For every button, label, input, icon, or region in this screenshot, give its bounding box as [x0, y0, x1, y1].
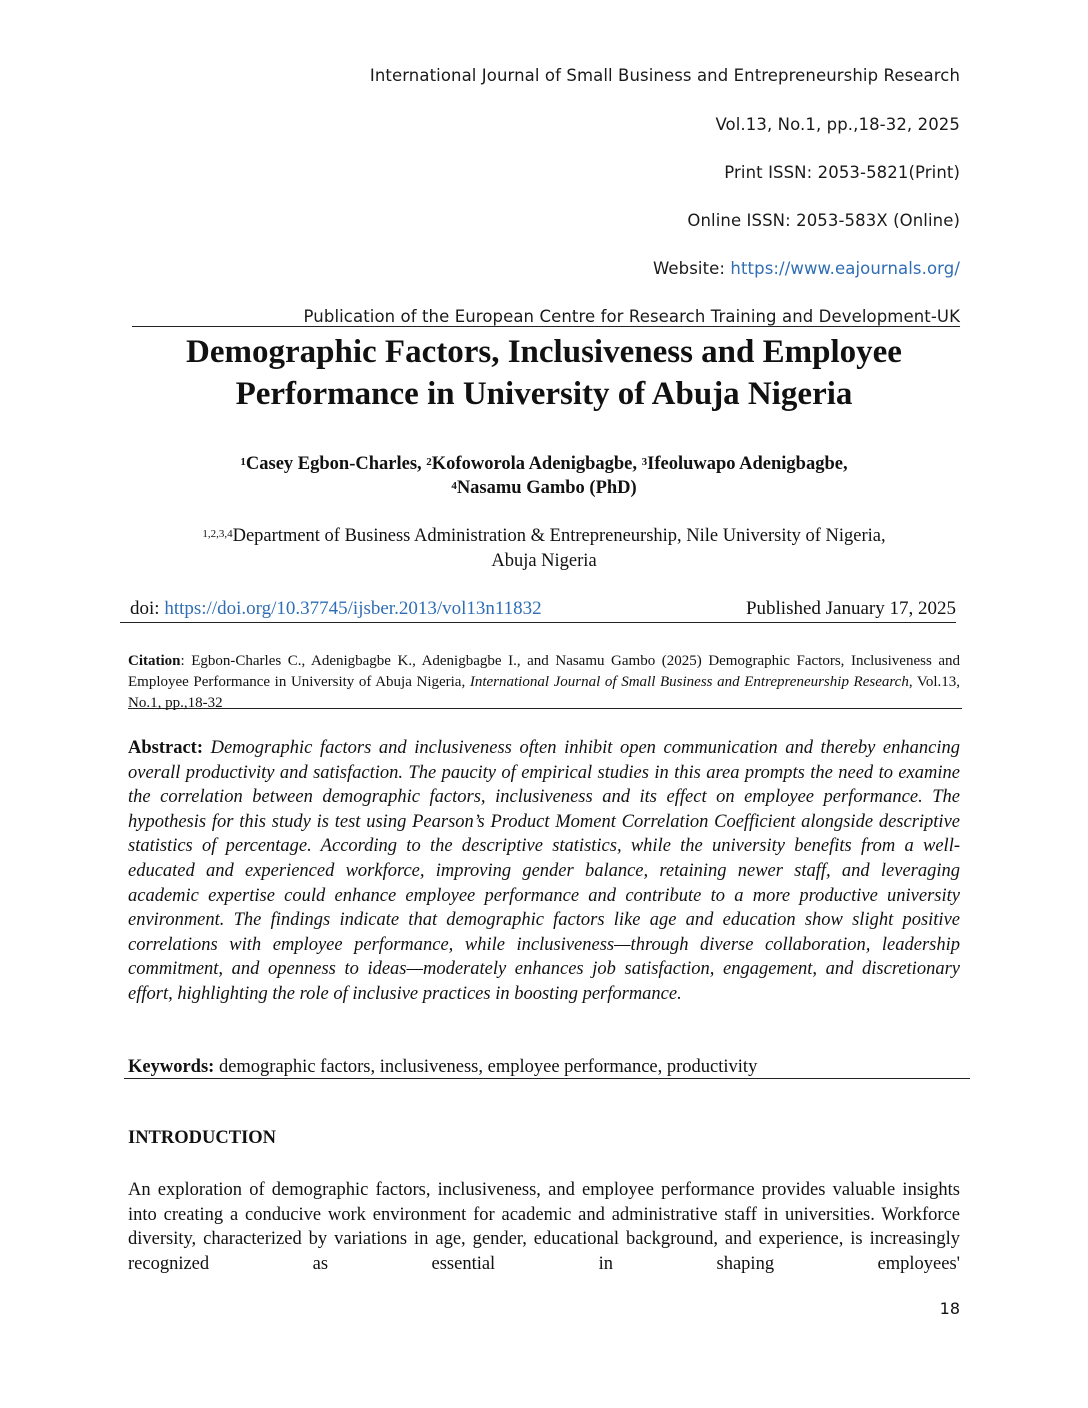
keywords-rule	[124, 1078, 970, 1079]
online-issn: Online ISSN: 2053-583X (Online)	[687, 211, 960, 230]
volume-info: Vol.13, No.1, pp.,18-32, 2025	[715, 115, 960, 134]
website-label: Website:	[652, 259, 731, 278]
affiliation	[120, 524, 968, 574]
authors-line-2	[120, 476, 968, 500]
introduction-text: An exploration of demographic factors, inclusiveness, and employee performance provides valuable insights into creating a conducive work environment for academic and administrative staff in universities. Workforce diversity, characterized by variations in age, gender, educational background, and experience, is increasingly recognized as essential in shaping employees'	[128, 1180, 960, 1274]
doi-label: doi:	[130, 598, 165, 619]
paper-title	[120, 331, 968, 415]
doi-row	[130, 598, 956, 620]
abstract-text: Demographic factors and inclusiveness often inhibit open communication and thereby enhancing overall productivity and satisfaction. The paucity of empirical studies in this area prompts the need to examine the correlation between demographic factors, inclusiveness and its effect on employee performance. The hypothesis for this study is test using Pearson’s Product Moment Correlation Coefficient alongside descriptive statistics of percentage. According to the descriptive statistics, while the university benefits from a well-educated and experienced workforce, improving gender balance, retaining newer staff, and leveraging academic expertise could enhance employee performance and contribute to a more productive university environment. The findings indicate that demographic factors like age and education show slight positive correlations with employee performance, while inclusiveness—through diverse collaboration, leadership commitment, and openness to ideas—moderately enhances job satisfaction, engagement, and discretionary effort, highlighting the role of inclusive practices in boosting performance.	[128, 738, 960, 1004]
publisher-line: Publication of the European Centre for Research Training and Development-UK	[303, 307, 960, 326]
keywords-text: demographic factors, inclusiveness, employee performance, productivity	[214, 1057, 758, 1077]
citation-tail: , Vol.13, No.1, pp.,18-32	[128, 674, 960, 711]
affiliation-sup: 1,2,3,4	[202, 528, 233, 540]
website-line	[653, 259, 960, 278]
page-number: 18	[939, 1299, 960, 1318]
author-1-sup: 1	[240, 456, 246, 468]
author-3: Ifeoluwapo Adenigbagbe,	[647, 454, 848, 474]
citation-journal: International Journal of Small Business and Entrepreneurship Research	[469, 674, 909, 690]
citation-text: : Egbon-Charles C., Adenigbagbe K., Adenigbagbe I., and Nasamu Gambo (2025) Demographic Factors, Inclusiveness and Employee Performance in University of Abuja Nigeria,	[128, 653, 960, 690]
citation	[128, 651, 960, 714]
author-4-sup: 4	[451, 480, 457, 492]
title-line-2: Performance in University of Abuja Nigeria	[235, 376, 853, 412]
website-link[interactable]: https://www.eajournals.org/	[730, 259, 960, 278]
affiliation-line-2: Abuja Nigeria	[491, 551, 597, 571]
title-line-1: Demographic Factors, Inclusiveness and Employee	[186, 334, 902, 370]
doi-rule	[120, 622, 956, 623]
author-2: Kofoworola Adenigbagbe,	[431, 454, 642, 474]
affiliation-line-1	[120, 524, 968, 549]
doi-link[interactable]: https://doi.org/10.37745/ijsber.2013/vol13n11832	[164, 598, 542, 619]
abstract-label: Abstract:	[128, 738, 211, 758]
published-date: Published January 17, 2025	[745, 598, 956, 619]
print-issn: Print ISSN: 2053-5821(Print)	[724, 163, 960, 182]
author-1: Casey Egbon-Charles,	[245, 454, 427, 474]
author-4: Nasamu Gambo (PhD)	[456, 478, 637, 498]
authors-block	[120, 452, 968, 500]
keywords-label: Keywords:	[128, 1057, 215, 1077]
abstract	[128, 736, 960, 1007]
keywords	[128, 1055, 960, 1079]
author-3-sup: 3	[641, 456, 648, 468]
affiliation-text: Department of Business Administration & Entrepreneurship, Nile University of Nigeria,	[232, 526, 886, 546]
citation-rule	[128, 708, 962, 709]
journal-name: International Journal of Small Business and Entrepreneurship Research	[369, 66, 960, 85]
citation-label: Citation	[128, 653, 181, 669]
introduction-heading: INTRODUCTION	[128, 1128, 277, 1148]
authors-line-1	[120, 452, 968, 476]
header-rule	[132, 326, 960, 327]
author-2-sup: 2	[426, 456, 432, 468]
